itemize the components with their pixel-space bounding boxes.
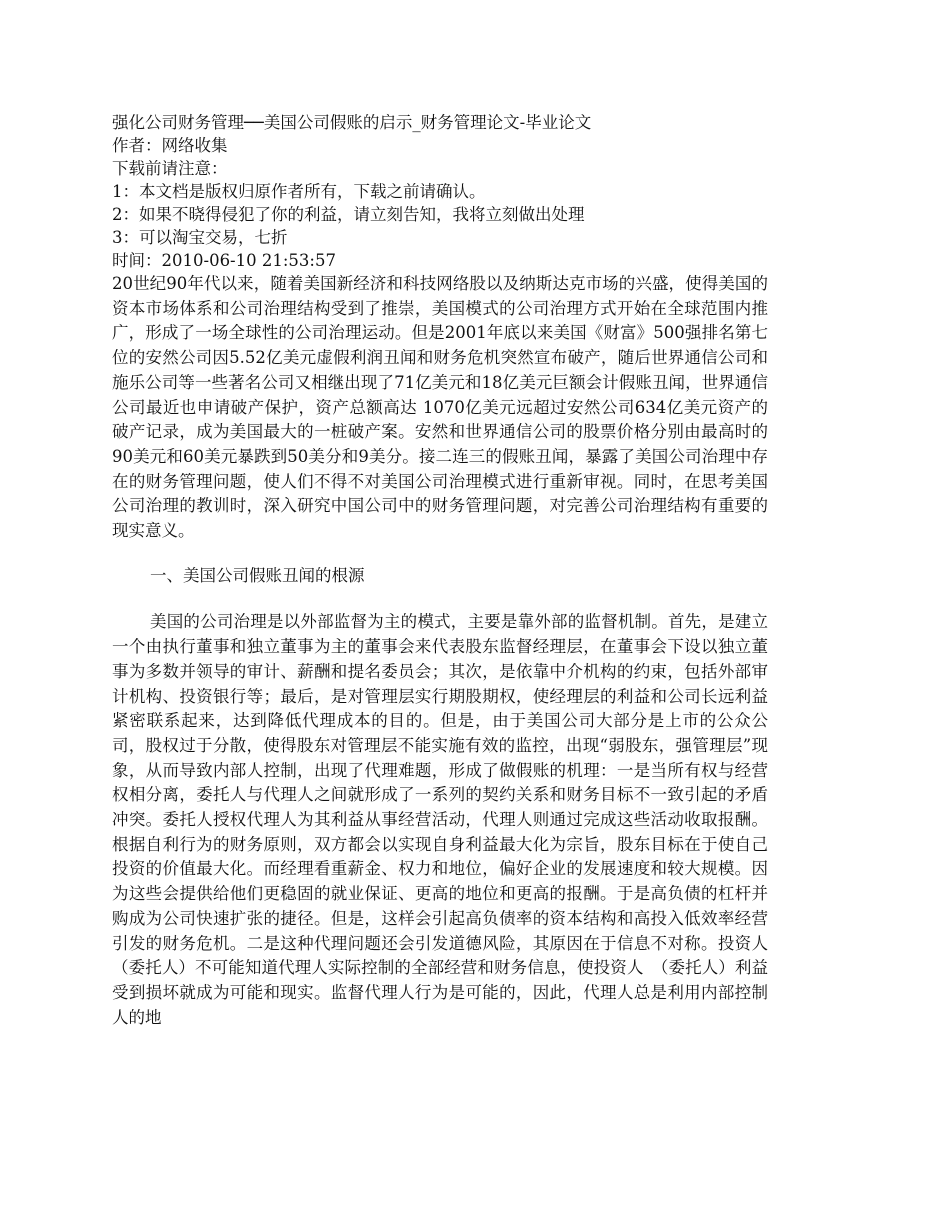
body-paragraph: 美国的公司治理是以外部监督为主的模式，主要是靠外部的监督机制。首先，是建立一个由执行董事和独立董事为主的董事会来代表股东监督经理层，在董事会下设以独立董事为多数并领导的审计、薪酬和提名委员会；其次，是依靠中介机构的约束，包括外部审计机构、投资银行等；最后，是对管理层实行期股期权，使经理层的利益和公司长远利益紧密联系起来，达到降低代理成本的目的。但是，由于美国公司大部分是上市的公众公司，股权过于分散，使得股东对管理层不能实施有效的监控，出现“弱股东，强管理层”现象，从而导致内部人控制，出现了代理难题，形成了做假账的机理：一是当所有权与经营权相分离，委托人与代理人之间就形成了一系列的契约关系和财务目标不一致引起的矛盾冲突。委托人授权代理人为其利益从事经营活动，代理人则通过完成这些活动收取报酬。根据自利行为的财务原则，双方都会以实现自身利益最大化为宗旨，股东目标在于使自己投资的价值最大化。而经理看重薪金、权力和地位，偏好企业的发展速度和较大规模。因为这些会提供给他们更稳固的就业保证、更高的地位和更高的报酬。于是高负债的杠杆并购成为公司快速扩张的捷径。但是，这样会引起高负债率的资本结构和高投入低效率经营引发的财务危机。二是这种代理问题还会引发道德风险，其原因在于信息不对称。投资人（委托人）不可能知道代理人实际控制的全部经营和财务信息，使投资人 （委托人）利益受到损坏就成为可能和现实。监督代理人行为是可能的，因此，代理人总是利用内部控制人的地 — [112, 612, 768, 1027]
notice-item-1: 1：本文档是版权归原作者所有，下载之前请确认。 — [112, 182, 486, 201]
document-title: 强化公司财务管理──美国公司假账的启示_财务管理论文-毕业论文 — [112, 113, 592, 132]
notice-item-3: 3：可以淘宝交易，七折 — [112, 228, 288, 247]
timestamp-line: 时间：2010-06-10 21:53:57 — [112, 251, 336, 270]
document-page — [112, 111, 768, 1030]
section-heading: 一、美国公司假账丑闻的根源 — [150, 565, 365, 585]
notice-item-2: 2：如果不晓得侵犯了你的利益，请立刻告知，我将立刻做出处理 — [112, 205, 585, 224]
author-line: 作者：网络收集 — [112, 136, 228, 155]
notice-heading: 下载前请注意： — [112, 159, 228, 178]
intro-paragraph: 20世纪90年代以来，随着美国新经济和科技网络股以及纳斯达克市场的兴盛，使得美国的资本市场体系和公司治理结构受到了推崇，美国模式的公司治理方式开始在全球范围内推广，形成了一场全球性的公司治理运动。但是2001年底以来美国《财富》500强排名第七位的安然公司因5.52亿美元虚假利润丑闻和财务危机突然宣布破产，随后世界通信公司和施乐公司等一些著名公司又相继出现了71亿美元和18亿美元巨额会计假账丑闻，世界通信公司最近也申请破产保护，资产总额高达 1070亿美元远超过安然公司634亿美元资产的破产记录，成为美国最大的一桩破产案。安然和世界通信公司的股票价格分别由最高时的90美元和60美元暴跌到50美分和9美分。接二连三的假账丑闻，暴露了美国公司治理中存在的财务管理问题，使人们不得不对美国公司治理模式进行重新审视。同时，在思考美国公司治理的教训时，深入研究中国公司中的财务管理问题，对完善公司治理结构有重要的现实意义。 — [112, 274, 768, 541]
